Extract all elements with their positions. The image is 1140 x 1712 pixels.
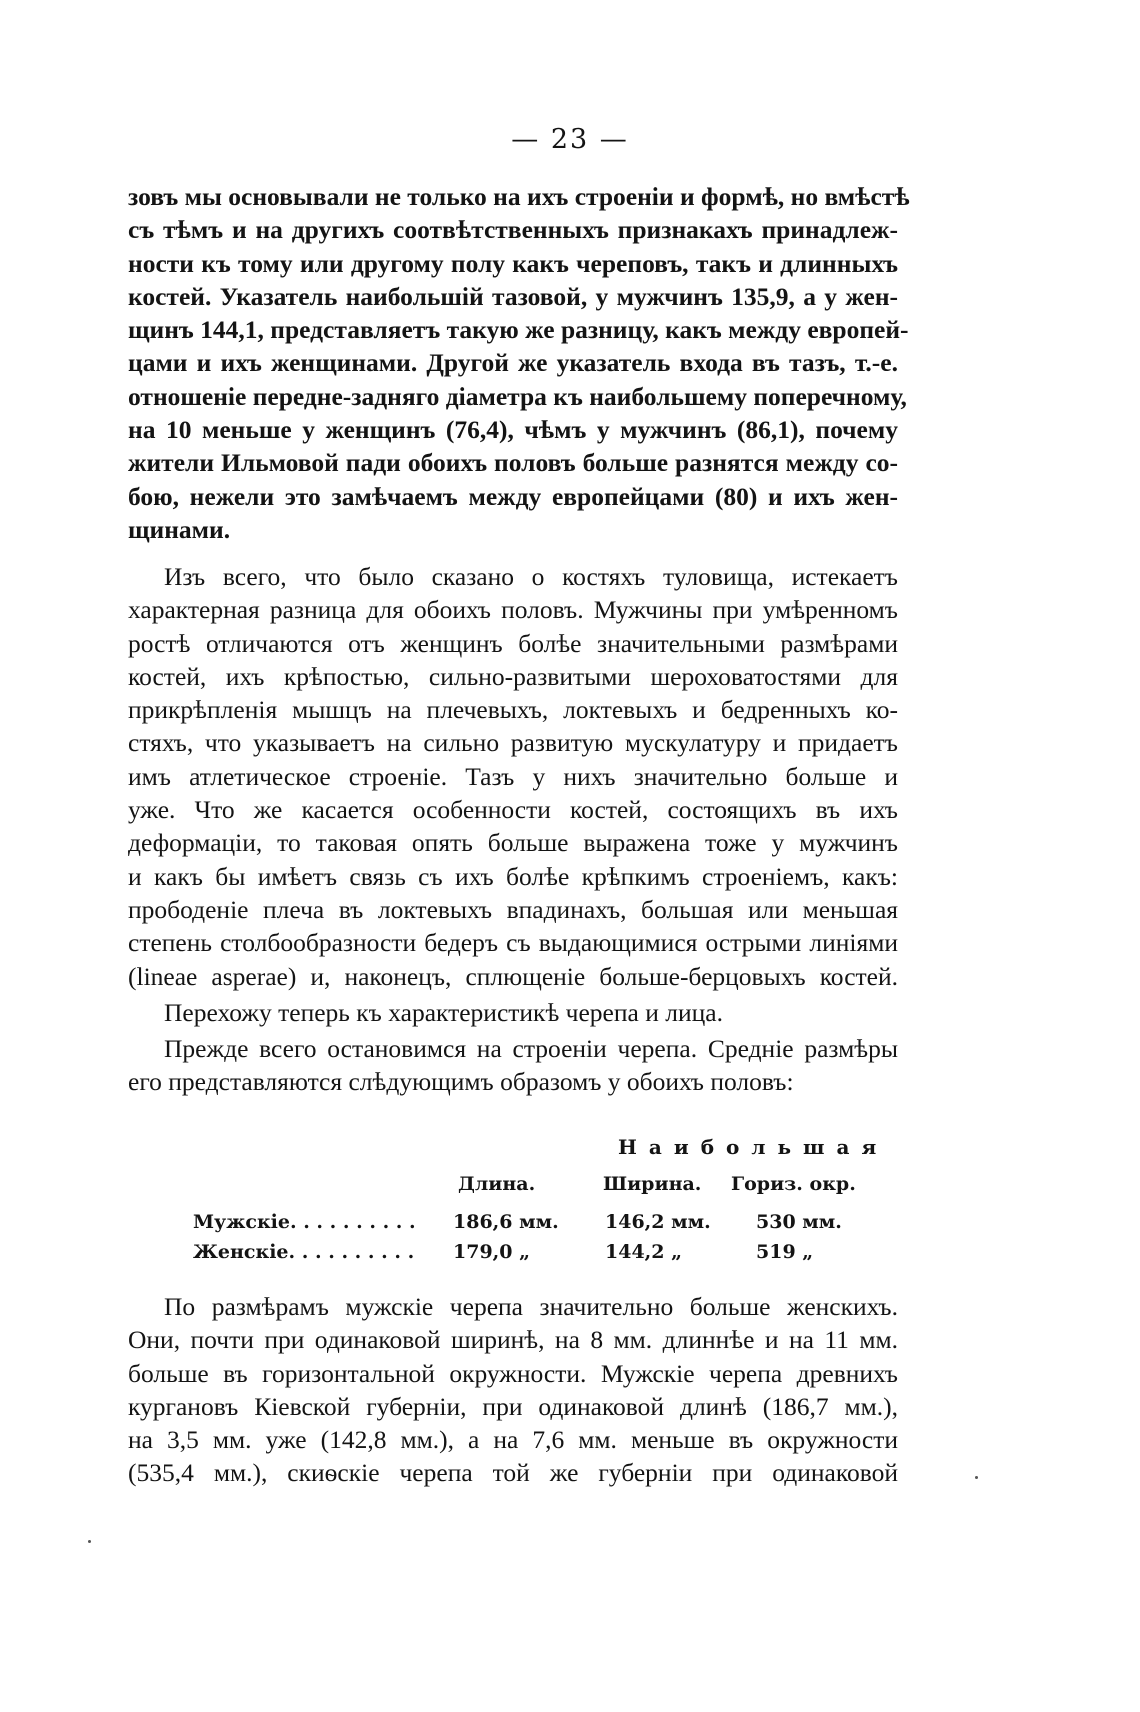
text-line: По размѣрамъ мужскіе черепа значительно больше женскихъ. (164, 1292, 898, 1321)
table-cell: 179,0 „ (453, 1241, 531, 1263)
text-line: костей. Указатель наибольшій тазовой, у мужчинъ 135,9, а у жен- (128, 281, 898, 311)
text-line: и какъ бы имѣетъ связь съ ихъ болѣе крѣпкимъ строеніемъ, какъ: (128, 861, 898, 891)
paragraph-pelvis (128, 180, 910, 546)
table-cell: 530 мм. (756, 1211, 842, 1233)
paragraph-skull-comparison (128, 1290, 898, 1490)
text-line: бою, нежели это замѣчаемъ между европейцами (80) и ихъ жен- (128, 481, 898, 511)
text-line: зовъ мы основывали не только на ихъ строеніи и формѣ, но вмѣстѣ (128, 182, 910, 211)
text-line: щинами. (128, 514, 231, 544)
text-line: Перехожу теперь къ характеристикѣ черепа и лица. (164, 997, 723, 1027)
table-cell: 186,6 мм. (453, 1211, 559, 1233)
text-line: степень столбообразности бедеръ съ выдающимися острыми линіями (128, 928, 898, 958)
table-cell: 144,2 „ (605, 1241, 683, 1263)
text-line: уже. Что же касается особенности костей, состоящихъ въ ихъ (128, 795, 898, 825)
text-line: характерная разница для обоихъ половъ. Мужчины при умѣренномъ (128, 595, 898, 625)
paragraph-sex-differences (128, 560, 898, 1099)
paper-speck (975, 1476, 978, 1479)
text-line: ростѣ отличаются отъ женщинъ болѣе значительными размѣрами (128, 628, 898, 658)
text-line: Изъ всего, что было сказано о костяхъ туловища, истекаетъ (164, 562, 898, 591)
text-line: Прежде всего остановимся на строеніи черепа. Средніе размѣры (164, 1034, 898, 1064)
text-line: (lineae asperae) и, наконецъ, сплющеніе больше-берцовыхъ костей. (128, 961, 898, 991)
table-row-label: Женскіе. . . . . . . . . . (193, 1241, 415, 1263)
text-line: больше въ горизонтальной окружности. Мужскіе черепа древнихъ (128, 1358, 898, 1388)
text-line: прикрѣпленія мышцъ на плечевыхъ, локтевыхъ и бедренныхъ ко- (128, 695, 898, 725)
text-line: (535,4 мм.), скиѳскіе черепа той же губерніи при одинаковой (128, 1458, 898, 1488)
column-header-width: Ширина. (603, 1173, 702, 1195)
paper-speck (88, 1540, 91, 1543)
table-cell: 146,2 мм. (605, 1211, 711, 1233)
text-line: цами и ихъ женщинами. Другой же указатель входа въ тазъ, т.-е. (128, 348, 898, 378)
text-line: жители Ильмовой пади обоихъ половъ больше разнятся между со- (128, 448, 898, 478)
text-line: деформаціи, то таковая опять больше выражена тоже у мужчинъ (128, 828, 898, 858)
text-line: на 10 меньше у женщинъ (76,4), чѣмъ у мужчинъ (86,1), почему (128, 415, 898, 445)
column-header-length: Длина. (458, 1173, 536, 1195)
text-line: Они, почти при одинаковой ширинѣ, на 8 мм. длиннѣе и на 11 мм. (128, 1325, 898, 1355)
text-line: стяхъ, что указываетъ на сильно развитую мускулатуру и придаетъ (128, 728, 898, 758)
text-line: костей, ихъ крѣпостью, сильно-развитыми шероховатостями для (128, 661, 898, 691)
text-line: на 3,5 мм. уже (142,8 мм.), а на 7,6 мм. меньше въ окружности (128, 1425, 898, 1455)
table-group-header: Наибольшая (618, 1135, 889, 1159)
text-line: кургановъ Кіевской губерніи, при одинаковой длинѣ (186,7 мм.), (128, 1391, 898, 1421)
column-header-circumference: Гориз. окр. (731, 1173, 856, 1195)
text-line: имъ атлетическое строеніе. Тазъ у нихъ значительно больше и (128, 761, 898, 791)
table-cell: 519 „ (756, 1241, 814, 1263)
text-line: съ тѣмъ и на другихъ соотвѣтственныхъ признакахъ принадлеж- (128, 215, 898, 245)
page-number: — 23 — (511, 124, 629, 155)
table-row-label: Мужскіе. . . . . . . . . . (193, 1211, 416, 1233)
text-line: ности къ тому или другому полу какъ череповъ, такъ и длинныхъ (128, 248, 898, 278)
text-line: прободеніе плеча въ локтевыхъ впадинахъ, большая или меньшая (128, 894, 898, 924)
text-line: его представляются слѣдующимъ образомъ у обоихъ половъ: (128, 1067, 794, 1097)
text-line: отношеніе передне-задняго діаметра къ наибольшему поперечному, (128, 381, 907, 411)
text-line: щинъ 144,1, представляетъ такую же разницу, какъ между европей- (128, 315, 909, 345)
